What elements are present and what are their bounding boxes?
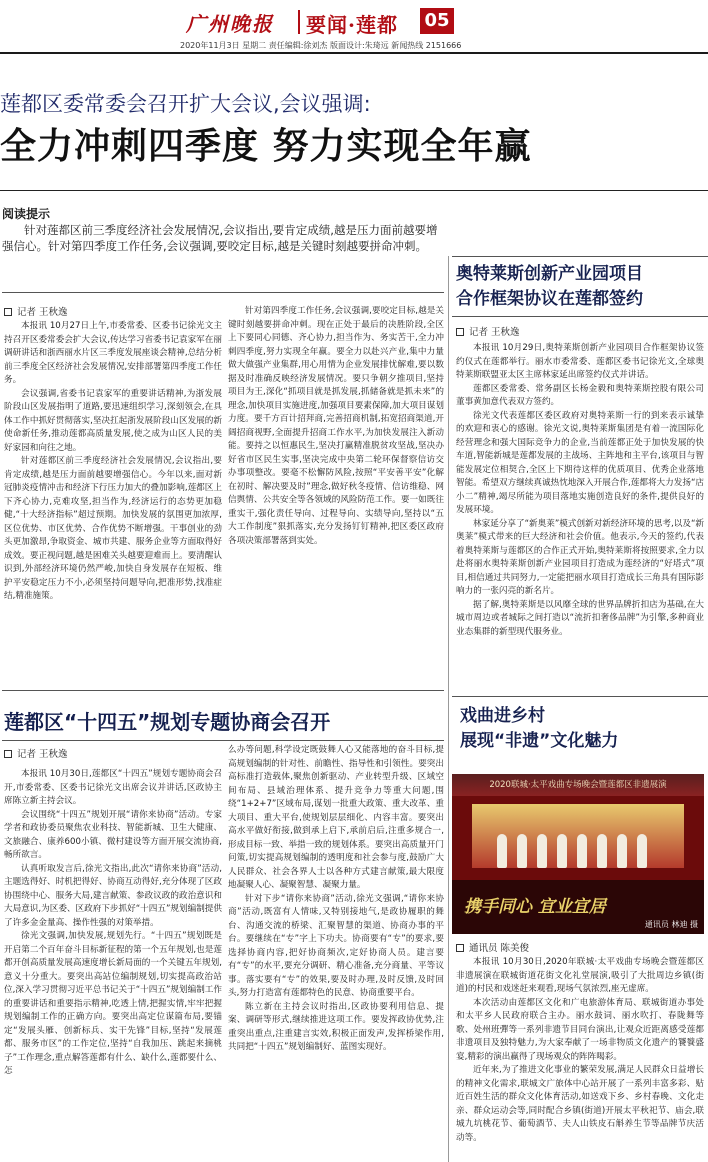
photo-credit: 通讯员 林迪 摄 xyxy=(644,920,698,929)
opera-byline xyxy=(456,940,529,954)
paragraph: 近年来,为了推进文化事业的繁荣发展,满足人民群众日益增长的精神文化需求,联城文广旅体中心站开展了一系列丰富多彩、贴近百姓生活的群众文化体育活动,如送戏下乡、乡村春晚、文化走亲、群众运动会等,同时配合乡镇(街道)开展太平秋祀节、庙会,联城九坑桃花节、葡萄酒节、夫人山铁皮石斛养生节等品牌节庆活动等。 xyxy=(456,1065,704,1143)
guide-rule xyxy=(2,292,444,293)
lead-rule xyxy=(0,190,708,191)
paragraph: 本报讯 10月27日上午,市委常委、区委书记徐光文主持召开区委常委会扩大会议,传达学习省委书记袁家军在丽调研讲话和浙西丽水片区三季度发展座谈会精神,总结分析前三季度全区经济社会发展情况,安排部署第四季度工作任务。 xyxy=(4,321,222,385)
paragraph: 徐光文代表莲都区委区政府对奥特莱斯一行的到来表示诚挚的欢迎和衷心的感谢。徐光文说,奥特莱斯集团是有着一流国际化经营理念和强大国际竞争力的企业,当前莲都正处于加快发展的快车道,智能新城是莲都发展的主战场、主阵地和主平台,该项目与智能发展定位相契合,全区上下期待这样的优质项目、优秀企业落地智能。希望双方继续真诚热忱地深入开展合作,莲都将大力发扬“店小二”精神,竭尽所能为项目落地实施创造良好的条件,提供良好的发展环境。 xyxy=(456,410,704,515)
photo-slogan: 携手同心 宜业宜居 xyxy=(464,897,606,917)
plan-rule xyxy=(2,740,444,741)
paragraph: 针对下步“请你来协商”活动,徐光文强调,“请你来协商”活动,既富有人情味,又特别接地气,是政协履职的舞台、沟通交流的桥梁、汇聚智慧的渠道、协商办事的平台。要继续在“专”字上下功夫。协商要有“专”的要求,要选择协商内容,把好协商频次,定好协商人员。建言要有“专”的水平,要充分调研、精心准备,充分商量、平等议事。落实要有“专”的效果,要及时办理,及时反馈,及时回头,努力打造富有莲都特色的民意、协商重要平台。 xyxy=(228,893,444,998)
performer-figure xyxy=(577,834,587,868)
paragraph: 陈立新在主持会议时指出,区政协要利用信息、提案、调研等形式,继续推进这项工作。要发挥政协优势,注重突出重点,注重建言实效,积极正面发声,发挥桥梁作用,共同把“十四五”规划编制好、蓝图实现好。 xyxy=(228,1001,444,1052)
performer-figure xyxy=(617,834,627,868)
paragraph: 针对莲都区前三季度经济社会发展情况,会议指出,要肯定成绩,越是压力面前越要增强信心。今年以来,面对新冠肺炎疫情冲击和经济下行压力加大的叠加影响,莲都区上下齐心协力,克难攻坚,担当作为,经济运行的态势更加稳健,“十大经济指标”超过预期。加快发展的氛围更加浓厚,区位优势、市区优势、合作优势不断增强。干事创业的劲头更加激昂,争取资金、城市共建、服务企业等方面取得好成效。要正视问题,越是困难关头越要迎难而上。要清醒认识到,外部经济环境仍然严峻,加快自身发展存在短板、维护平安稳定压力不小,必须坚持问题导向,把准形势,找准症结,精准施策。 xyxy=(4,456,222,601)
square-icon xyxy=(4,750,12,758)
photo-performers xyxy=(492,834,664,880)
plan-column-2 xyxy=(228,744,444,1158)
outlets-byline-text: 记者 王秋逸 xyxy=(469,327,520,338)
plan-top-rule xyxy=(2,690,444,691)
paragraph: 会议强调,省委书记袁家军的重要讲话精神,为浙发展阶段山区发展指明了道路,要迅速组织学习,深刻领会,在具体工作中抓好贯彻落实,坚决扛起浙发展阶段山区发展的新使命新任务,推动莲都高质量发展,使之成为山区人民的美好家园和向往之地。 xyxy=(4,388,222,453)
outlets-headline-line-2: 合作框架协议在莲都签约 xyxy=(456,289,643,309)
performer-figure xyxy=(537,834,547,868)
paragraph: 认真听取发言后,徐光文指出,此次“请你来协商”活动,主题选得好、时机把得好、协商互动得好,充分体现了区政协围绕中心、服务大局,建言献策、参政议政的政治意识和大局意识,为区委、区政府下步抓好“十四五”规划编制提供了许多金金量高、操作性强的对策举措。 xyxy=(4,863,222,928)
opera-headline-line-2: 展现“非遗”文化魅力 xyxy=(460,731,619,751)
outlets-body xyxy=(456,342,704,690)
photo-banner: 2020联城·太平戏曲专场晚会暨莲都区非遗展演 xyxy=(452,774,704,796)
outlets-headline-line-1: 奥特莱斯创新产业园项目 xyxy=(456,264,643,284)
performer-figure xyxy=(597,834,607,868)
plan-column-1 xyxy=(4,768,222,1158)
paragraph: 会议围绕“十四五”规划开展“请你来协商”活动。专家学者和政协委员聚焦农业科技、智能新城、卫生大健康、文旅融合、康养600小镇、微村建设等方面开展交流协商,畅所欲言。 xyxy=(4,809,222,860)
lead-headline: 全力冲刺四季度 努力实现全年赢 xyxy=(0,126,532,167)
paragraph: 据了解,奥特莱斯是以风靡全球的世界品牌折扣店为基础,在大城市周边或者城际之间打造以“流折扣奢侈品牌”为引擎,多种商业业态集群的新型现代服务业。 xyxy=(456,599,704,637)
section-title: 要闻·莲都 xyxy=(306,13,398,37)
masthead-divider xyxy=(298,10,300,34)
opera-body xyxy=(456,956,704,1158)
opera-photo xyxy=(452,774,704,934)
paragraph: 么办等问题,科学设定既鼓舞人心又能落地的奋斗目标,提高规划编制的针对性、前瞻性、指导性和引领性。要突出高标准打造载体,聚焦创新驱动、产业转型升级、区域空间布局、县域治理体系、提升竞争力等重大问题,围绕“1+2+7”区域布局,谋划一批重大政策、重大改革、重大项目、重大平台,使规划层层细化、内容丰富。要突出高水平做好衔接,做到承上启下,承前启后,注重多规合一,形成目标一致、举措一致的规划体系。要突出高质量开门问策,切实提高规划编制的透明度和社会参与度,鼓励广大人民群众、社会各界人士以各种方式建言献策,最大限度地凝聚人心、凝聚智慧、凝聚力量。 xyxy=(228,745,444,890)
plan-headline: 莲都区“十四五”规划专题协商会召开 xyxy=(4,710,331,734)
opera-top-rule xyxy=(452,696,708,697)
lead-column-1 xyxy=(4,320,222,684)
paragraph: 本次活动由莲都区文化和广电旅游体育局、联城街道办事处和太平乡人民政府联合主办。丽水鼓词、丽水吹打、春陇舞等歌、处州班彈等一系列非遗节目同台演出,让观众近距离感受莲都非遗项目及独特魅力,为大家奉献了一场非物质文化遗产的饕餮盛宴,精彩的演出赢得了现场观众的阵阵喝彩。 xyxy=(456,997,704,1062)
paragraph: 本报讯 10月30日,莲都区“十四五”规划专题协商会召开,市委常委、区委书记徐光文出席会议并讲话,区政协主席陈立新主持会议。 xyxy=(4,769,222,806)
lead-byline xyxy=(4,304,68,318)
masthead xyxy=(0,0,708,44)
masthead-rule xyxy=(0,52,708,54)
square-icon xyxy=(456,328,464,336)
lead-byline-text: 记者 王秋逸 xyxy=(17,307,68,318)
square-icon xyxy=(456,944,464,952)
column-separator xyxy=(448,256,449,1162)
page-number: 05 xyxy=(420,8,454,34)
outlets-rule xyxy=(452,316,708,317)
opera-headline xyxy=(460,704,704,754)
reading-guide-text: 针对莲都区前三季度经济社会发展情况,会议指出,要肯定成绩,越是压力面前越要增强信心。针对第四季度工作任务,会议强调,要咬定目标,越是关键时刻越要拼命冲刺。 xyxy=(2,223,438,253)
square-icon xyxy=(4,308,12,316)
paragraph: 徐光文强调,加快发展,规划先行。“十四五”规划既是开启第二个百年奋斗目标新征程的第一个五年规划,也是莲都开创高质量发展高速度增长新局面的一个关键五年规划,意义十分重大。要突出高站位编制规划,切实提高政治站位,深入学习贯彻习近平总书记关于“十四五”规划编制工作的重要讲话和重要指示精神,吃透上情,把握实情,牢牢把握规划编制工作的正确方向。要突出高定位谋篇布局,要锚定“发展头雁、创新标兵、实干先锋”目标,坚持“发展莲都、服务市区”的工作定位,坚持“自我加压、跳起来摘桃子”工作理念,重点解答莲都有什么、缺什么,莲都要什么、怎 xyxy=(4,931,222,1076)
paper-logo: 广州晚报 xyxy=(186,12,274,36)
performer-figure xyxy=(557,834,567,868)
outlets-top-rule xyxy=(452,256,708,257)
paragraph: 莲都区委常委、常务副区长杨金毅和奥特莱斯控股有限公司董事黄加意代表双方签约。 xyxy=(456,383,704,407)
reading-guide-title: 阅读提示 xyxy=(2,207,51,221)
lead-kicker: 莲都区委常委会召开扩大会议,会议强调: xyxy=(0,92,371,116)
paragraph: 针对第四季度工作任务,会议强调,要咬定目标,越是关键时刻越要拼命冲刺。现在正处于最后的决胜阶段,全区上下要同心同德、齐心协力,担当作为、务实苦干,全力冲刺四季度,努力实现全年赢。要全力以赴兴产业,集中力量做大做强产业集群,用心用情为企业发展排忧解难,要以数据及时准确反映经济发展情况。要只争朝夕推项目,坚持项目为王,深化“抓项目就是抓发展,抓储备就是抓未来”的理念,加快项目实施进度,加强项目要素保障,加大项目谋划力度。要千方百计招拜商,完善招商机制,拓宽招商渠道,开阔招商视野,全面提升招商工作水平,为加快发展注入新动能。要持之以恒惠民生,坚决打赢精准脱贫攻坚战,坚决办好省市区民生实事,坚决完成中央第二轮环保督察信访交办事项整改。要毫不松懈防风险,按照“平安善平安”化解在初时、解决要及时”理念,做好秋冬疫情、信访维稳、网信舆情、公共安全等各领域的风险防范工作。要一如既往重实干,强化责任导向、过程导向、实绩导向,坚持以“五大工作制度”狠抓落实,充分发扬钉钉精神,把区委区政府各项决策部署落到实处。 xyxy=(228,306,444,546)
paragraph: 本报讯 10月29日,奥特莱斯创新产业园项目合作框架协议签约仪式在莲都举行。丽水市委常委、莲都区委书记徐光文,全球奥特莱斯联盟亚太区主席林家延出席签约仪式并讲话。 xyxy=(456,343,704,380)
opera-headline-line-1: 戏曲进乡村 xyxy=(460,706,545,726)
plan-byline-text: 记者 王秋逸 xyxy=(17,749,68,760)
paragraph: 本报讯 10月30日,2020年联城·太平戏曲专场晚会暨莲都区非遗展演在联城街道花街文化礼堂展演,吸引了大批周边乡镇(街道)的村民和戏迷赶来观看,现场气氛浓烈,座无虚席。 xyxy=(456,957,704,994)
edition-info-line: 2020年11月3日 星期二 责任编辑:徐刘杰 版面设计:朱琦远 新闻热线 2151666 xyxy=(180,41,462,50)
plan-byline xyxy=(4,746,68,760)
opera-byline-text: 通讯员 陈美俊 xyxy=(469,943,530,954)
outlets-headline xyxy=(456,262,706,312)
performer-figure xyxy=(497,834,507,868)
performer-figure xyxy=(517,834,527,868)
performer-figure xyxy=(637,834,647,868)
paragraph: 林家延分享了“新奥莱”模式创新对新经济环境的思考,以及“新奥莱”模式带来的巨大经济和社会价值。他表示,今天的签约,代表着奥特莱斯与莲都区的合作正式开始,奥特莱斯将按照要求,全力以赴将丽水奥特莱斯创新产业园项目打造成为莲经济的“好塔式”项目,相信通过共同努力,一定能把丽水项目打造成长三角具有国际影响力的一张闪亮的新名片。 xyxy=(456,518,704,596)
outlets-byline xyxy=(456,324,520,338)
lead-column-2 xyxy=(228,305,444,677)
